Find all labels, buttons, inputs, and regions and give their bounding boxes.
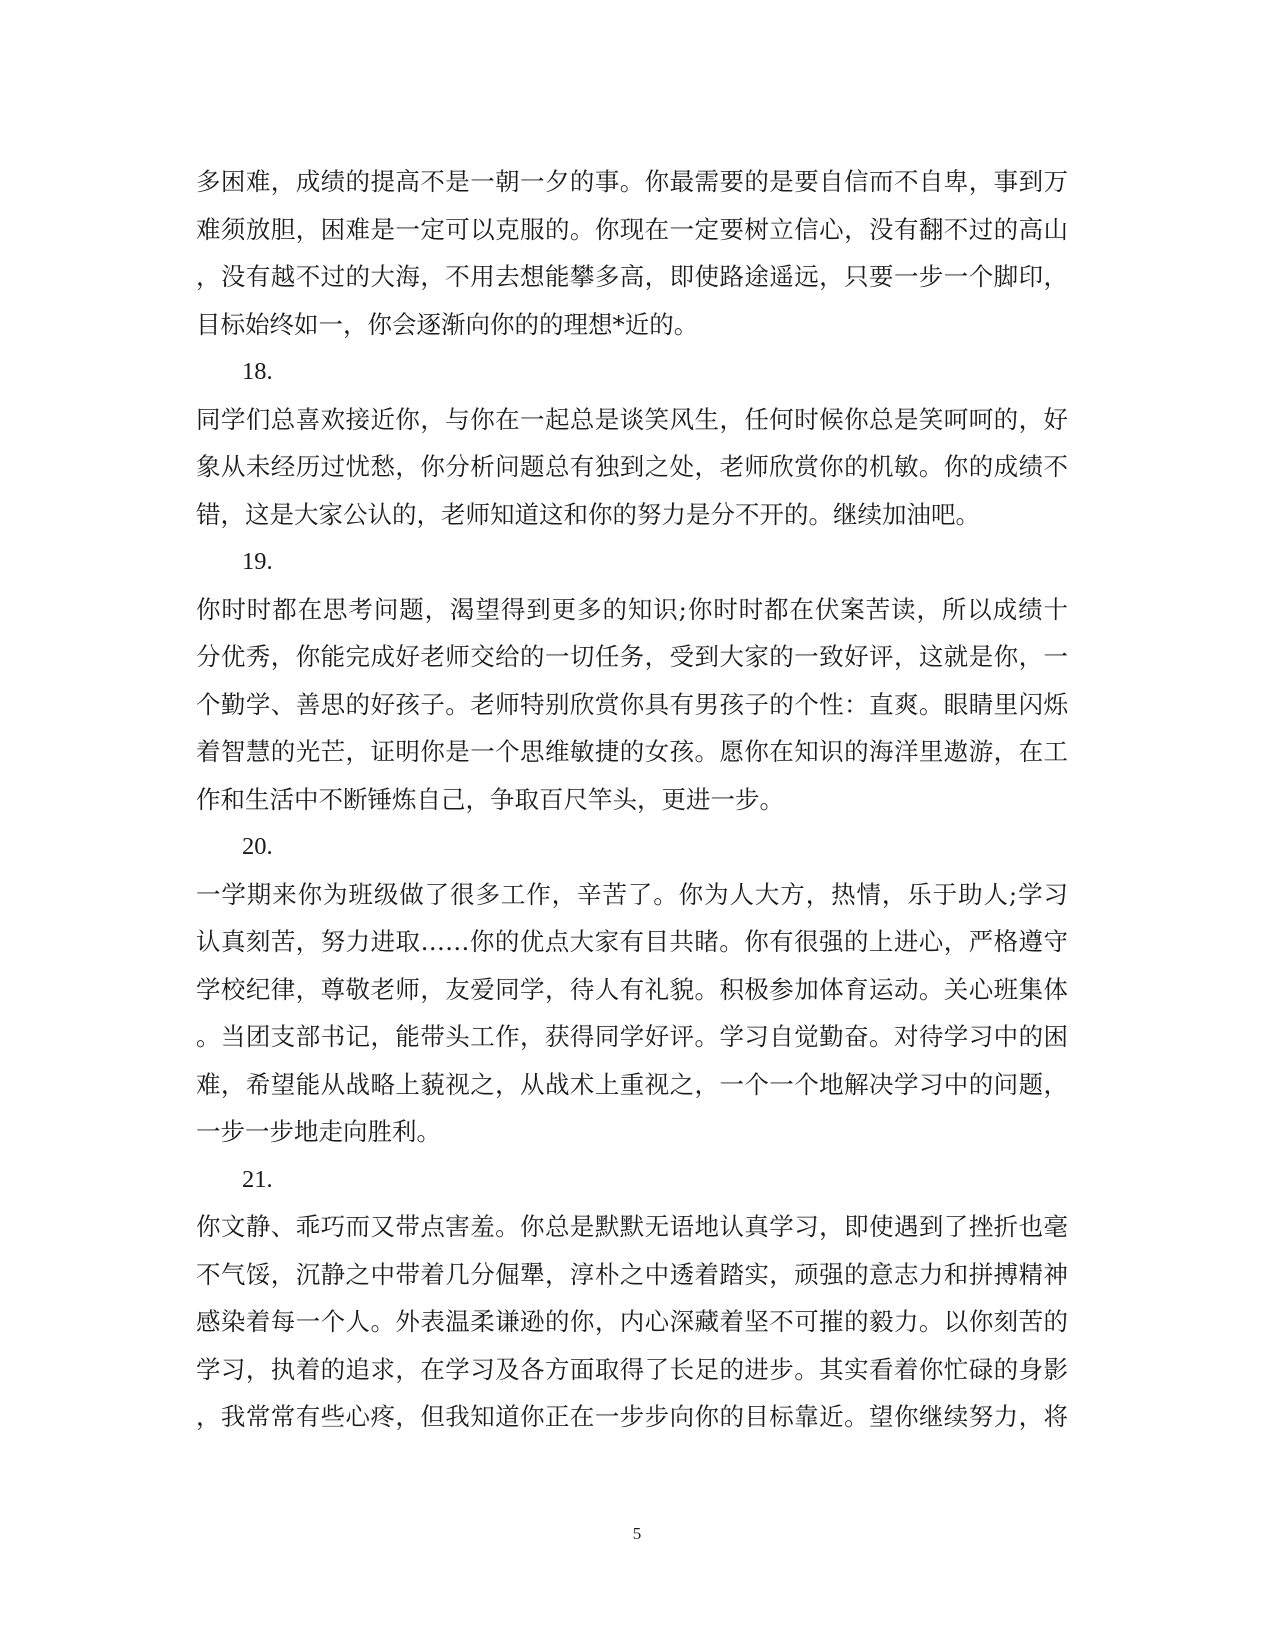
text-line: 难须放胆，困难是一定可以克服的。你现在一定要树立信心，没有翻不过的高山 — [196, 214, 1068, 244]
text-line: 认真刻苦，努力进取……你的优点大家有目共睹。你有很强的上进心，严格遵守 — [196, 927, 1068, 956]
text-line: 多困难，成绩的提高不是一朝一夕的事。你最需要的是要自信而不自卑，事到万 — [196, 167, 1068, 196]
text-line: 你时时都在思考问题，渴望得到更多的知识;你时时都在伏案苦读，所以成绩十 — [196, 594, 1068, 624]
text-line: 一学期来你为班级做了很多工作，辛苦了。你为人大方，热情，乐于助人;学习 — [196, 879, 1068, 909]
text-line: 目标始终如一，你会逐渐向你的的理想*近的。 — [196, 309, 699, 339]
page-number: 5 — [632, 1524, 642, 1543]
text-line: 错，这是大家公认的，老师知道这和你的努力是分不开的。继续加油吧。 — [196, 499, 980, 529]
text-line: 作和生活中不断锤炼自己，争取百尺竿头，更进一步。 — [196, 784, 784, 814]
item-number: 20. — [242, 833, 273, 860]
text-line: 。当团支部书记，能带头工作，获得同学好评。学习自觉勤奋。对待学习中的困 — [196, 1022, 1068, 1051]
text-line: 学校纪律，尊敬老师，友爱同学，待人有礼貌。积极参加体育运动。关心班集体 — [196, 974, 1068, 1004]
text-line: ，我常常有些心疼，但我知道你正在一步步向你的目标靠近。望你继续努力，将 — [196, 1402, 1068, 1431]
text-line: 象从未经历过忧愁，你分析问题总有独到之处，老师欣赏你的机敏。你的成绩不 — [196, 452, 1068, 481]
text-line: 感染着每一个人。外表温柔谦逊的你，内心深藏着坚不可摧的毅力。以你刻苦的 — [196, 1307, 1068, 1336]
text-line: 难，希望能从战略上藐视之，从战术上重视之，一个一个地解决学习中的问题， — [196, 1069, 1068, 1099]
text-line: 你文静、乖巧而又带点害羞。你总是默默无语地认真学习，即使遇到了挫折也毫 — [196, 1212, 1068, 1241]
item-number: 18. — [242, 358, 273, 385]
text-line: 分优秀，你能完成好老师交给的一切任务，受到大家的一致好评，这就是你，一 — [196, 642, 1068, 671]
text-line: 同学们总喜欢接近你，与你在一起总是谈笑风生，任何时候你总是笑呵呵的，好 — [196, 404, 1068, 434]
document-body — [196, 158, 1068, 1441]
text-line: ，没有越不过的大海，不用去想能攀多高，即使路途遥远，只要一步一个脚印， — [196, 262, 1068, 291]
text-line: 一步一步地走向胜利。 — [196, 1117, 441, 1146]
text-line: 着智慧的光芒，证明你是一个思维敏捷的女孩。愿你在知识的海洋里遨游，在工 — [196, 737, 1068, 766]
item-number: 19. — [242, 548, 273, 575]
text-line: 学习，执着的追求，在学习及各方面取得了长足的进步。其实看着你忙碌的身影 — [196, 1354, 1068, 1384]
text-line: 不气馁，沉静之中带着几分倔犟，淳朴之中透着踏实，顽强的意志力和拼搏精神 — [196, 1259, 1068, 1289]
text-line: 个勤学、善思的好孩子。老师特别欣赏你具有男孩子的个性：直爽。眼睛里闪烁 — [196, 689, 1068, 719]
item-number: 21. — [242, 1165, 273, 1193]
